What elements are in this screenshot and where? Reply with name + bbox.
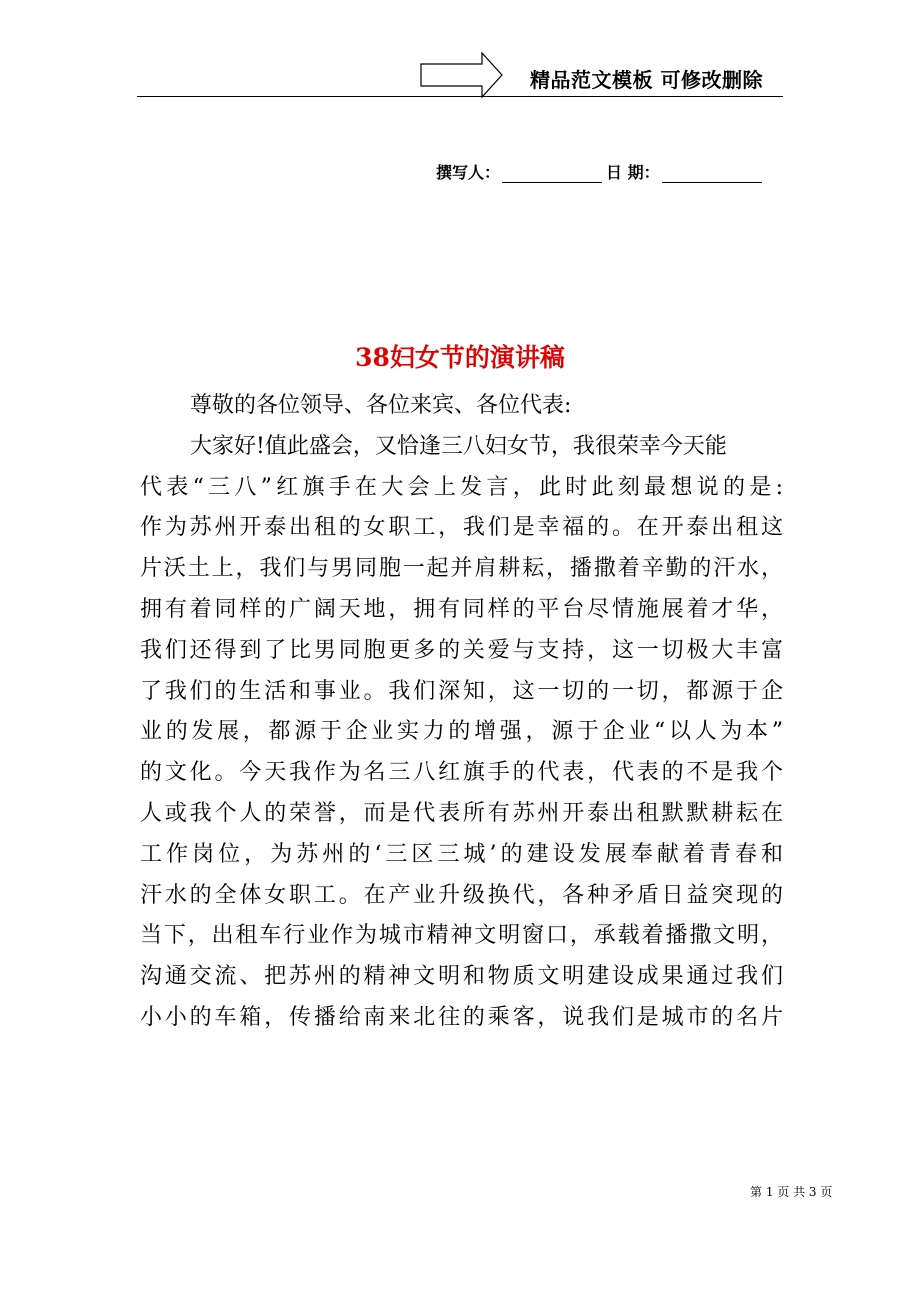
text-line: 我们还得到了比男同胞更多的关爱与支持，这一切极大丰富 (140, 637, 783, 663)
text-line: 业的发展，都源于企业实力的增强，源于企业“以人为本” (140, 719, 783, 745)
meta-line (436, 160, 766, 183)
author-label: 撰写人： (436, 163, 501, 182)
text-line: 尊敬的各位领导、各位来宾、各位代表: (190, 393, 572, 418)
header-label: 精品范文模板 可修改删除 (530, 68, 763, 92)
date-label: 日 期： (606, 163, 660, 182)
text-line: 沟通交流、把苏州的精神文明和物质文明建设成果通过我们 (140, 964, 783, 990)
document-body (140, 386, 783, 1039)
text-line: 当下，出租车行业作为城市精神文明窗口，承载着播撒文明， (140, 923, 783, 949)
text-line: 片沃土上，我们与男同胞一起并肩耕耘，播撒着辛勤的汗水， (140, 556, 783, 582)
date-blank (662, 164, 762, 183)
text-line: 工作岗位，为苏州的‘三区三城’的建设发展奉献着青春和 (140, 841, 783, 867)
text-line: 大家好!值此盛会，又恰逢三八妇女节，我很荣幸今天能 (190, 433, 727, 459)
text-line: 的文化。今天我作为名三八红旗手的代表，代表的不是我个 (140, 760, 783, 786)
text-line: 了我们的生活和事业。我们深知，这一切的一切，都源于企 (140, 678, 783, 704)
text-line: 代表“三八”红旗手在大会上发言，此时此刻最想说的是: (140, 474, 783, 500)
page-number: 第 1 页 共 3 页 (750, 1185, 833, 1199)
right-arrow-outline-icon (420, 52, 504, 98)
text-line: 作为苏州开泰出租的女职工，我们是幸福的。在开泰出租这 (140, 515, 783, 541)
text-line: 汗水的全体女职工。在产业升级换代，各种矛盾日益突现的 (140, 882, 783, 908)
document-title: 38妇女节的演讲稿 (355, 343, 565, 372)
text-line: 人或我个人的荣誉，而是代表所有苏州开泰出租默默耕耘在 (140, 800, 783, 826)
text-line: 拥有着同样的广阔天地，拥有同样的平台尽情施展着才华， (140, 596, 783, 622)
author-blank (502, 164, 602, 183)
header-divider (137, 96, 783, 97)
text-line: 小小的车箱，传播给南来北往的乘客，说我们是城市的名片 (140, 1004, 783, 1030)
